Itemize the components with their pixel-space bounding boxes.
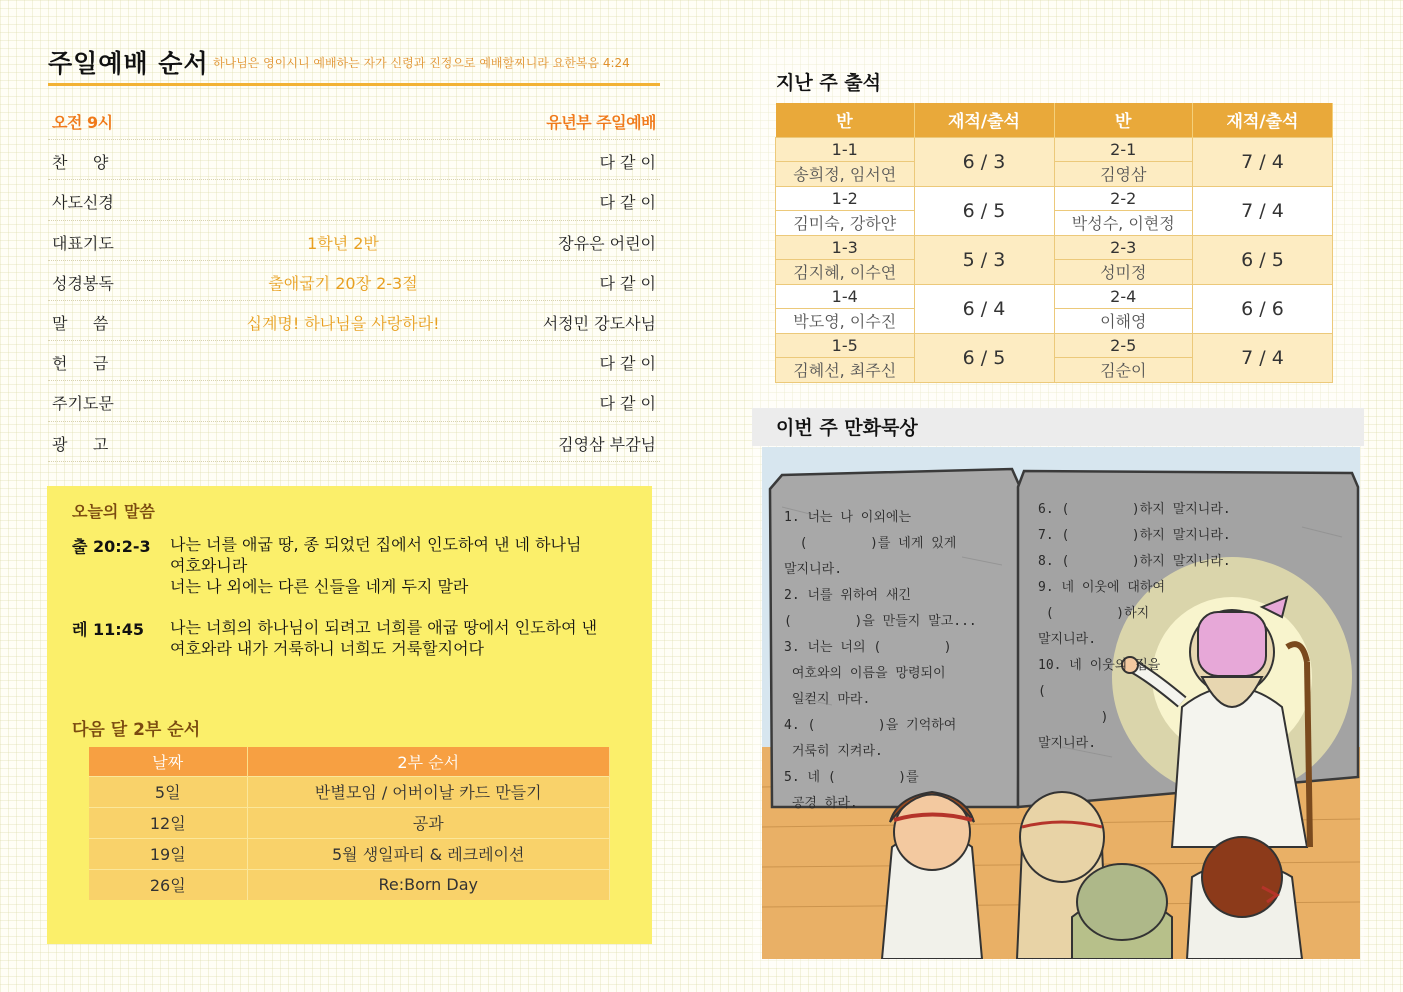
verse-text: [170, 534, 632, 597]
table-row: [89, 776, 610, 807]
teacher-names-cell: 김혜선, 최주신: [776, 357, 915, 382]
table-row: [89, 838, 610, 869]
program-cell: 반별모임 / 어버이날 카드 만들기: [247, 776, 610, 807]
order-leader: 서정민 강도사님: [542, 313, 656, 333]
table-row: [776, 333, 1333, 357]
table-row: [776, 284, 1333, 308]
order-item: 찬 양: [52, 153, 109, 173]
class-cell: 1-1: [776, 137, 915, 161]
date-cell: 26일: [89, 869, 247, 900]
ratio-cell: 5 / 3: [914, 235, 1054, 284]
column-header: 재적/출석: [1193, 103, 1333, 137]
worship-order-verse: 하나님은 영이시니 예배하는 자가 신령과 진정으로 예배할찌니라 요한복음 4:24: [213, 56, 630, 70]
teacher-names-cell: 박성수, 이현정: [1054, 210, 1193, 235]
ratio-cell: 6 / 5: [1193, 235, 1333, 284]
worship-order-title: 주일예배 순서: [48, 49, 209, 78]
ratio-cell: 7 / 4: [1193, 186, 1333, 235]
class-cell: 2-3: [1054, 235, 1193, 259]
order-detail: 출애굽기 20장 2-3절: [268, 273, 418, 293]
teacher-names-cell: 김미숙, 강하얀: [776, 210, 915, 235]
verse-reference: 레 11:45: [72, 620, 144, 639]
teacher-names-cell: 박도영, 이수진: [776, 308, 915, 333]
verse-line: 여호와라 내가 거룩하니 너희도 거룩할지어다: [170, 639, 485, 658]
table-row: [89, 869, 610, 900]
cartoon-title: 이번 주 만화묵상: [776, 417, 918, 439]
teacher-names-cell: 김순이: [1054, 357, 1193, 382]
order-item: 오전 9시: [52, 113, 113, 132]
scripture-box: [47, 486, 652, 944]
order-leader: 다 같 이: [599, 193, 656, 213]
order-item: 성경봉독: [52, 273, 114, 293]
program-cell: 공과: [247, 807, 610, 838]
order-row: [48, 221, 660, 261]
program-cell: 5월 생일파티 & 레크레이션: [247, 838, 610, 869]
table-row: [776, 235, 1333, 259]
verse-line: 나는 너희의 하나님이 되려고 너희를 애굽 땅에서 인도하여 낸: [170, 618, 598, 637]
ratio-cell: 7 / 4: [1193, 333, 1333, 382]
order-leader: 다 같 이: [599, 394, 656, 414]
teacher-names-cell: 성미정: [1054, 259, 1193, 284]
column-header: 2부 순서: [247, 747, 610, 776]
order-item: 주기도문: [52, 394, 114, 414]
order-leader: 다 같 이: [599, 354, 656, 374]
order-row: [48, 381, 660, 421]
order-leader: 김영삼 부감님: [558, 434, 656, 454]
attendance-title: 지난 주 출석: [776, 72, 881, 94]
class-cell: 2-1: [1054, 137, 1193, 161]
ratio-cell: 6 / 6: [1193, 284, 1333, 333]
teacher-names-cell: 송희정, 임서연: [776, 161, 915, 186]
ratio-cell: 6 / 5: [914, 333, 1054, 382]
column-header: 반: [1054, 103, 1193, 137]
teacher-names-cell: 김영삼: [1054, 161, 1193, 186]
order-leader: 다 같 이: [599, 273, 656, 293]
order-leader: 장유은 어린이: [558, 233, 656, 253]
column-header: 날짜: [89, 747, 247, 776]
worship-order-list: [48, 100, 660, 462]
order-row: [48, 261, 660, 301]
order-row: [48, 301, 660, 341]
date-cell: 12일: [89, 807, 247, 838]
column-header: 재적/출석: [914, 103, 1054, 137]
right-tablet-text: 6. ( )하지 말지니라. 7. ( )하지 말지니라. 8. ( )하지 말지니라. 9. 네 이웃에 대하여 ( )하지 말지니라. 10. 네 이웃의 집을 ( ) 말지니라.: [1038, 502, 1231, 751]
verse-line: 나는 너를 애굽 땅, 종 되었던 집에서 인도하여 낸 네 하나님: [170, 535, 582, 554]
order-item: 대표기도: [52, 233, 114, 253]
order-leader: 다 같 이: [599, 153, 656, 173]
date-cell: 5일: [89, 776, 247, 807]
today-word-title: 오늘의 말씀: [72, 502, 155, 521]
class-cell: 2-5: [1054, 333, 1193, 357]
class-cell: 1-5: [776, 333, 915, 357]
verse-line: 여호와니라: [170, 556, 248, 575]
table-row: [776, 186, 1333, 210]
ratio-cell: 6 / 3: [914, 137, 1054, 186]
order-item: 광 고: [52, 434, 109, 454]
order-row: [48, 341, 660, 381]
worship-order-header: [48, 44, 660, 86]
order-item: 사도신경: [52, 193, 114, 213]
table-row: [89, 807, 610, 838]
program-cell: Re:Born Day: [247, 869, 610, 900]
verse-reference: 출 20:2-3: [72, 537, 151, 556]
attendance-table: [775, 103, 1333, 383]
order-row: [48, 100, 660, 140]
ratio-cell: 7 / 4: [1193, 137, 1333, 186]
verse-text: [170, 617, 632, 659]
table-header-row: [776, 103, 1333, 137]
order-row: [48, 140, 660, 180]
order-detail: 1학년 2반: [307, 233, 379, 253]
next-month-title: 다음 달 2부 순서: [72, 720, 201, 740]
next-month-table: [89, 747, 610, 900]
order-item: 말 씀: [52, 313, 109, 333]
ratio-cell: 6 / 5: [914, 186, 1054, 235]
table-header-row: [89, 747, 610, 776]
teacher-names-cell: 이해영: [1054, 308, 1193, 333]
class-cell: 2-4: [1054, 284, 1193, 308]
order-leader: 유년부 주일예배: [546, 113, 656, 132]
class-cell: 2-2: [1054, 186, 1193, 210]
order-row: [48, 422, 660, 462]
left-tablet-text: 1. 너는 나 이외에는 ( )를 네게 있게 말지니라. 2. 너를 위하여 새긴 ( )을 만들지 말고... 3. 너는 너의 ( ) 여호와의 이름을 망령되이 일컫지 마라. 4. ( )을 기억하여 거룩히 지켜라. 5. 네 ( )를 공경 하라.: [784, 510, 977, 811]
order-item: 헌 금: [52, 354, 109, 374]
column-header: 반: [776, 103, 915, 137]
ratio-cell: 6 / 4: [914, 284, 1054, 333]
order-detail: 십계명! 하나님을 사랑하라!: [246, 313, 440, 333]
date-cell: 19일: [89, 838, 247, 869]
cartoon-title-bar: [752, 408, 1364, 446]
class-cell: 1-2: [776, 186, 915, 210]
class-cell: 1-3: [776, 235, 915, 259]
order-row: [48, 180, 660, 220]
verse-line: 너는 나 외에는 다른 신들을 네게 두지 말라: [170, 577, 469, 596]
class-cell: 1-4: [776, 284, 915, 308]
table-row: [776, 137, 1333, 161]
teacher-names-cell: 김지혜, 이수연: [776, 259, 915, 284]
cartoon-illustration: [762, 447, 1360, 959]
